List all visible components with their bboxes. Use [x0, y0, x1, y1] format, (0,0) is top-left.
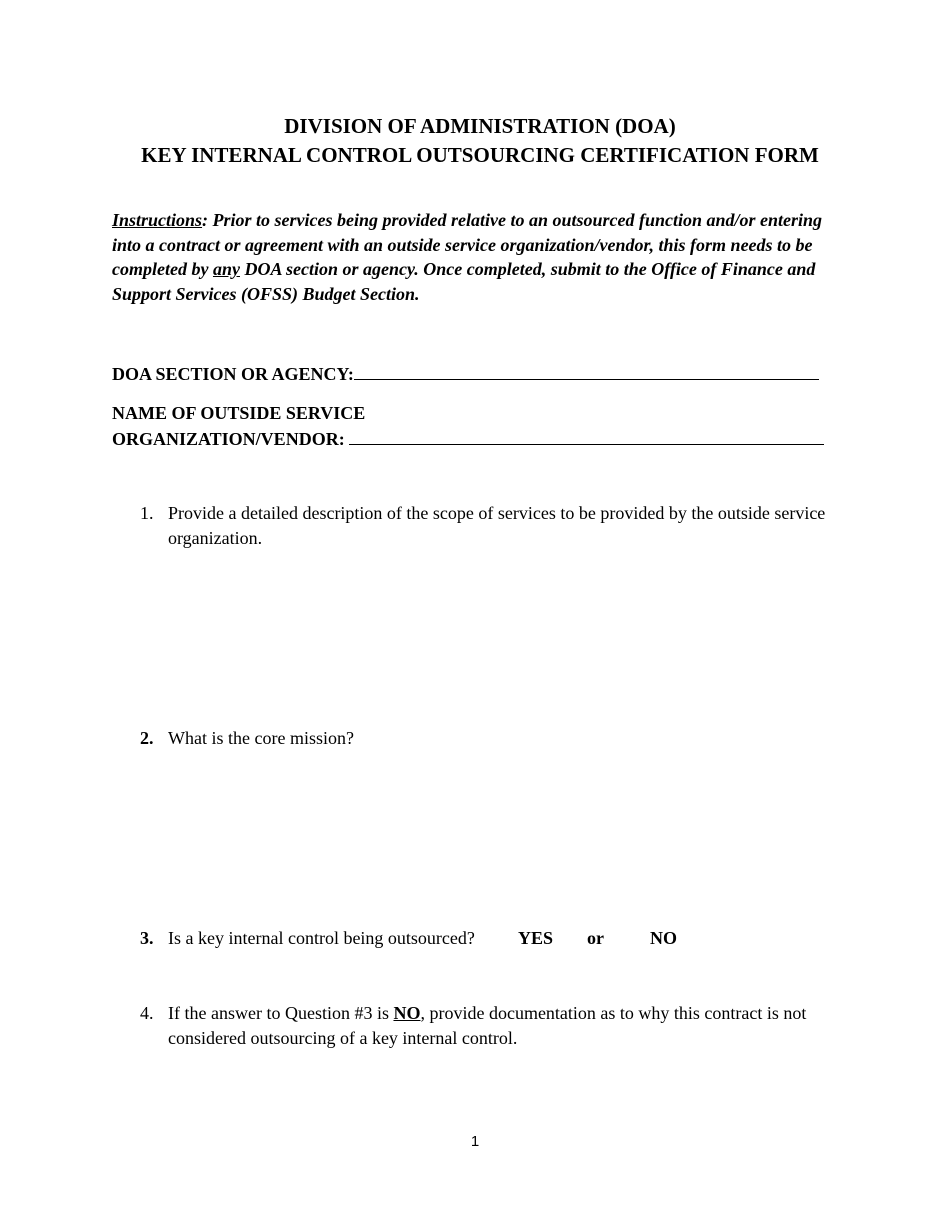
doa-section-blank[interactable]	[354, 363, 819, 380]
form-title-line1: DIVISION OF ADMINISTRATION (DOA)	[284, 114, 676, 138]
instructions-emphasis: any	[212, 259, 240, 279]
question-4-emphasis: NO	[393, 1003, 421, 1023]
instructions-paragraph	[112, 208, 842, 306]
question-4-text-a: If the answer to Question #3 is	[168, 1003, 394, 1023]
vendor-label-line2: ORGANIZATION/VENDOR:	[112, 429, 350, 449]
question-4-number: 4.	[140, 1003, 154, 1023]
instructions-label: Instructions	[112, 210, 203, 230]
doa-section-field	[112, 363, 819, 385]
question-2-number: 2.	[140, 728, 154, 748]
option-or: or	[587, 928, 604, 948]
option-yes[interactable]: YES	[518, 928, 554, 948]
vendor-label-line1: NAME OF OUTSIDE SERVICE	[112, 403, 366, 423]
instructions-text-b: DOA section or agency. Once completed, submit to the Office of Finance and Support Services (OFSS) Budget Section.	[112, 259, 816, 304]
instructions-colon: :	[202, 210, 209, 230]
vendor-field	[112, 428, 824, 450]
question-4-text-b: , provide documentation as to why this contract is not considered outsourcing of a key internal control.	[168, 1003, 807, 1048]
option-no[interactable]: NO	[650, 928, 677, 948]
question-1-text: Provide a detailed description of the scope of services to be provided by the outside service organization.	[168, 503, 826, 548]
page-number: 1	[470, 1133, 480, 1150]
question-3-text: Is a key internal control being outsourced?	[168, 928, 475, 948]
question-1-number: 1.	[140, 503, 154, 523]
question-3-number: 3.	[140, 928, 154, 948]
doa-section-label: DOA SECTION OR AGENCY:	[112, 364, 354, 384]
question-2-text: What is the core mission?	[168, 728, 354, 748]
vendor-blank[interactable]	[349, 428, 824, 445]
question-4-text	[168, 1001, 838, 1050]
instructions-text-a: Prior to services being provided relative to an outsourced function and/or entering into a contract or agreement with an outside service organization/vendor, this form needs to be completed by	[112, 210, 823, 279]
form-title-line2: KEY INTERNAL CONTROL OUTSOURCING CERTIFICATION FORM	[141, 143, 819, 167]
